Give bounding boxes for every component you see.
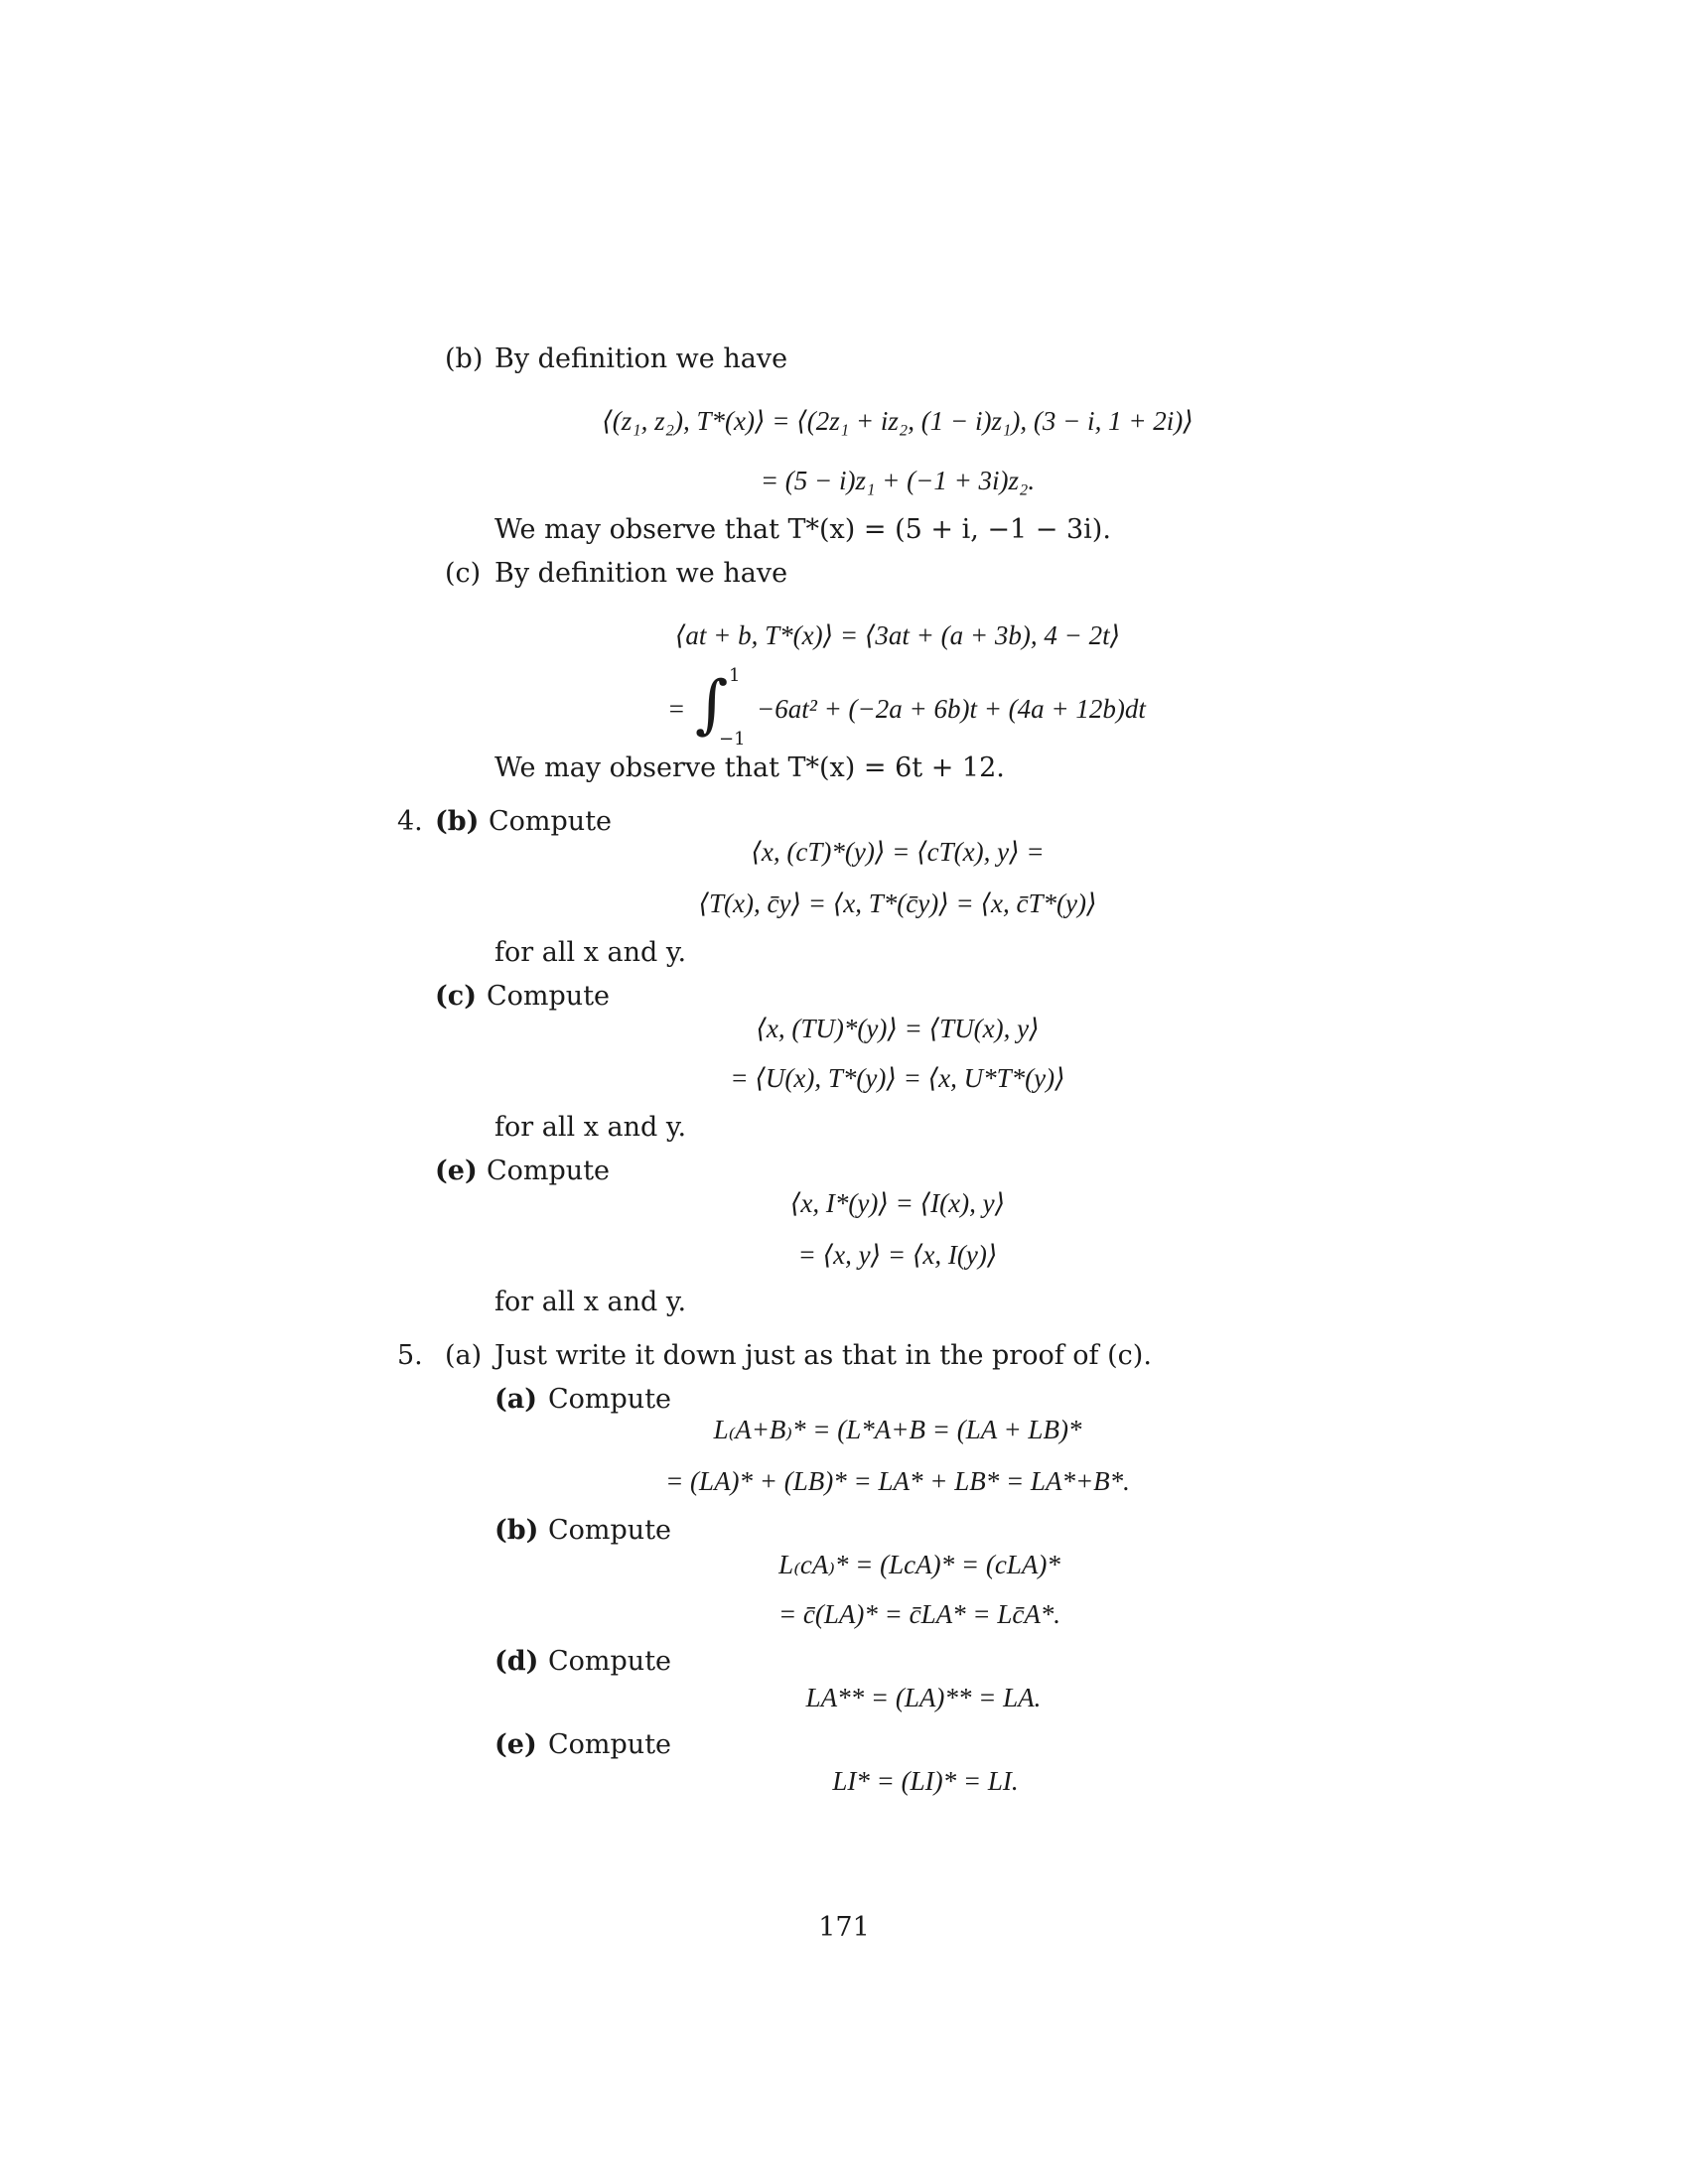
tail-4b: for all x and y. [494, 937, 687, 968]
sub-label-5-b: (b) [494, 1515, 539, 1546]
equation-4c-1: ⟨x, (TU)*(y)⟩ = ⟨TU(x), y⟩ [756, 1014, 1040, 1043]
item-label-4b: (b) [435, 806, 480, 837]
equation-3c-2-prefix: = [667, 694, 686, 724]
tail-4e: for all x and y. [494, 1287, 687, 1317]
equation-3b-1: ⟨(z₁, z₂), T*(x)⟩ = ⟨(2z₁ + iz₂, (1 − i)z₁), (3 − i, 1 + 2i)⟩ [602, 406, 1194, 436]
item-label-5a: (a) [445, 1340, 483, 1371]
equation-4c-2: = ⟨U(x), T*(y)⟩ = ⟨x, U*T*(y)⟩ [730, 1063, 1065, 1093]
item-text-3b: By definition we have [494, 343, 788, 374]
item-label-3c: (c) [445, 558, 482, 589]
sub-text-5-a: Compute [548, 1384, 672, 1415]
equation-5d-1: LA** = (LA)** = LA. [805, 1683, 1042, 1712]
item-text-5a: Just write it down just as that in the proof of (c). [494, 1340, 1152, 1371]
integral-upper-limit: 1 [729, 665, 741, 686]
integral-sign: ∫ [695, 668, 729, 742]
sub-label-5-d: (d) [494, 1646, 539, 1677]
equation-4b-2: ⟨T(x), c̄y⟩ = ⟨x, T*(c̄y)⟩ = ⟨x, c̄T*(y)⟩ [698, 888, 1097, 918]
item-label-3b: (b) [445, 343, 484, 374]
equation-5a-1: L₍A+B₎* = (L*A+B = (LA + LB)* [713, 1415, 1082, 1444]
item-text-3c: By definition we have [494, 558, 788, 589]
problem-number-5: 5. [397, 1340, 423, 1371]
equation-4e-1: ⟨x, I*(y)⟩ = ⟨I(x), y⟩ [789, 1188, 1006, 1218]
problem-number-4: 4. [397, 806, 423, 837]
sub-text-5-d: Compute [548, 1646, 672, 1677]
item-text-4e: Compute [487, 1156, 611, 1186]
item-label-4c: (c) [435, 981, 477, 1012]
equation-5a-2: = (LA)* + (LB)* = LA* + LB* = LA*+B*. [665, 1466, 1130, 1496]
equation-3c-1: ⟨at + b, T*(x)⟩ = ⟨3at + (a + 3b), 4 − 2t⟩ [674, 620, 1121, 650]
item-label-4e: (e) [435, 1156, 478, 1186]
tail-4c: for all x and y. [494, 1112, 687, 1143]
sub-text-5-e: Compute [548, 1729, 672, 1760]
equation-3c-2-integrand: −6at² + (−2a + 6b)t + (4a + 12b)dt [757, 694, 1146, 724]
equation-4e-2: = ⟨x, y⟩ = ⟨x, I(y)⟩ [797, 1240, 998, 1270]
sub-label-5-e: (e) [494, 1729, 537, 1760]
page-number: 171 [818, 1912, 870, 1943]
equation-5b-2: = c̄(LA)* = c̄LA* = Lc̄A*. [777, 1599, 1061, 1629]
integral-lower-limit: −1 [719, 729, 746, 750]
item-text-4c: Compute [487, 981, 611, 1012]
equation-5e-1: LI* = (LI)* = LI. [832, 1766, 1019, 1796]
equation-4b-1: ⟨x, (cT)*(y)⟩ = ⟨cT(x), y⟩ = [751, 837, 1045, 867]
sub-label-5-a: (a) [494, 1384, 538, 1415]
equation-5b-1: L₍cA₎* = (LcA)* = (cLA)* [778, 1550, 1060, 1579]
observation-3b: We may observe that T*(x) = (5 + i, −1 − 3i). [494, 514, 1111, 545]
observation-3c: We may observe that T*(x) = 6t + 12. [494, 752, 1005, 783]
equation-3b-2: = (5 − i)z₁ + (−1 + 3i)z₂. [760, 466, 1036, 495]
sub-text-5-b: Compute [548, 1515, 672, 1546]
item-text-4b: Compute [489, 806, 613, 837]
